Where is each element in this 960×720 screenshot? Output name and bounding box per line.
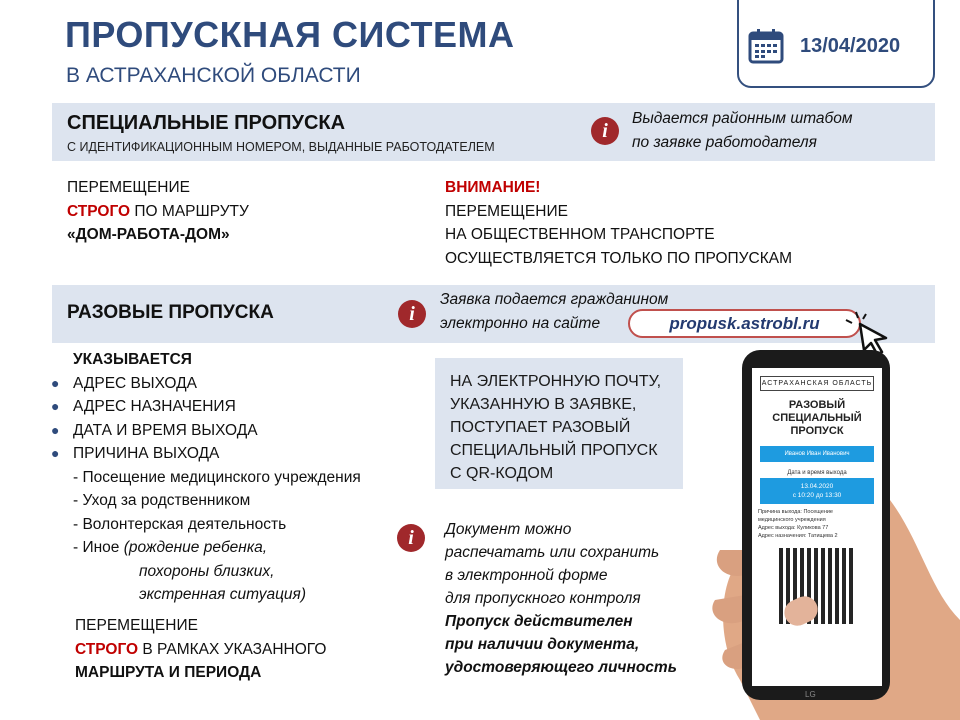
email-info-box: НА ЭЛЕКТРОННУЮ ПОЧТУ, УКАЗАННУЮ В ЗАЯВКЕ, ПОСТУПАЕТ РАЗОВЫЙ СПЕЦИАЛЬНЫЙ ПРОПУСК С QR-КОДОМ xyxy=(435,358,683,489)
special-note: Выдается районным штабом по заявке работодателя xyxy=(632,110,853,151)
cursor-click-icon xyxy=(842,308,892,356)
date: 13/04/2020 xyxy=(800,35,901,57)
page-subtitle: В АСТРАХАНСКОЙ ОБЛАСТИ xyxy=(66,64,361,87)
site-link[interactable]: propusk.astrobl.ru xyxy=(628,309,861,338)
bullet-icon: ● xyxy=(51,421,60,438)
warning-text: ВНИМАНИЕ! ПЕРЕМЕЩЕНИЕ НА ОБЩЕСТВЕННОМ ТРАНСПОРТЕ ОСУЩЕСТВЛЯЕТСЯ ТОЛЬКО ПО ПРОПУСКАМ xyxy=(445,179,793,267)
bullet-icon: ● xyxy=(51,374,60,391)
pass-title: РАЗОВЫЙ СПЕЦИАЛЬНЫЙ ПРОПУСК xyxy=(772,399,862,437)
special-move-text: ПЕРЕМЕЩЕНИЕ СТРОГО ПО МАРШРУТУ «ДОМ-РАБОТА-ДОМ» xyxy=(67,179,249,243)
special-pass-subtitle: С ИДЕНТИФИКАЦИОННЫМ НОМЕРОМ, ВЫДАННЫЕ РАБОТОДАТЕЛЕМ xyxy=(67,140,495,154)
info-icon: i xyxy=(591,117,619,145)
bullet-icon: ● xyxy=(51,445,60,461)
required-info-list: УКАЗЫВАЕТСЯ ● АДРЕС ВЫХОДА ● АДРЕС НАЗНАЧЕНИЯ ● ДАТА И ВРЕМЯ ВЫХОДА ● ПРИЧИНА ВЫХОДА - Посещение медицинского учреждения - Уход за родственником - Волонтерская деятельность - Иное (рождение ребенка, похороны близких, экстренная ситуация) xyxy=(51,351,361,603)
page-title: ПРОПУСКНАЯ СИСТЕМА xyxy=(65,14,515,55)
document-note: Документ можно распечатать или сохранить в электронной форме для пропускного контроля Пропуск действителен при наличии документа, удостоверяющего личность xyxy=(445,521,677,676)
holder-name: Иванов Иван Иванович xyxy=(760,446,874,462)
onetime-note: Заявка подается гражданином электронно на сайте xyxy=(440,291,669,332)
pass-datetime: 13.04.2020 с 10:20 до 13:30 xyxy=(760,478,874,504)
calendar-icon xyxy=(748,28,784,64)
onetime-pass-title: РАЗОВЫЕ ПРОПУСКА xyxy=(67,302,274,323)
phone-brand: LG xyxy=(805,690,816,699)
pass-details: Причина выхода: Посещение медицинского учреждения Адрес выхода: Куликова 77 Адрес назначения: Татищева 2 xyxy=(758,509,838,539)
info-icon: i xyxy=(397,524,425,552)
special-pass-title: СПЕЦИАЛЬНЫЕ ПРОПУСКА xyxy=(67,112,346,134)
region-banner: АСТРАХАНСКАЯ ОБЛАСТЬ xyxy=(760,376,874,391)
info-icon: i xyxy=(398,300,426,328)
onetime-move-text: ПЕРЕМЕЩЕНИЕ СТРОГО В РАМКАХ УКАЗАННОГО МАРШРУТА И ПЕРИОДА xyxy=(75,617,327,681)
phone-screen: АСТРАХАНСКАЯ ОБЛАСТЬ РАЗОВЫЙ СПЕЦИАЛЬНЫЙ ПРОПУСК Иванов Иван Иванович Дата и время выхода 13.04.2020 с 10:20 до 13:30 Причина выхода: Посещение медицинского учреждения Адрес выхода: Куликова 77 Адрес назначения: Татищева 2 xyxy=(752,368,882,686)
bullet-icon: ● xyxy=(51,398,60,414)
